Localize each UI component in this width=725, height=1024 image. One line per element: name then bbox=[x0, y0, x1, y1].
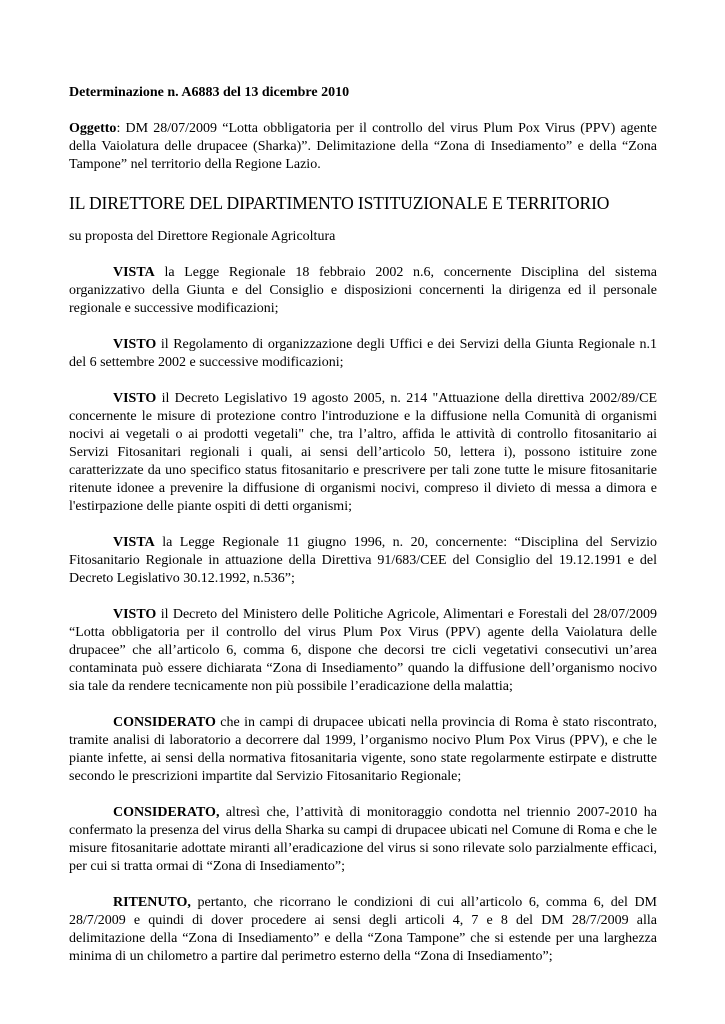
oggetto-label: Oggetto bbox=[69, 121, 117, 136]
oggetto-text: : DM 28/07/2009 “Lotta obbligatoria per il controllo del virus Plum Pox Virus (PPV) agente della Vaiolatura delle drupacee (Sharka)”. Delimitazione della “Zona di Insediamento” e della “Zona Tampone” nel territorio della Regione Lazio. bbox=[69, 121, 657, 172]
determinazione-heading: Determinazione n. A6883 del 13 dicembre 2010 bbox=[69, 85, 350, 100]
proposal-line: su proposta del Direttore Regionale Agricoltura bbox=[69, 229, 336, 244]
paragraph-visto-dlgs-214: VISTO il Decreto Legislativo 19 agosto 2005, n. 214 "Attuazione della direttiva 2002/89/CE concernente le misure di protezione contro l'introduzione e la diffusione nella Comunità di organismi nocivi ai vegetali o ai prodotti vegetali" che, tra l’altro, affida le attività di controllo fitosanitario ai Servizi Fitosanitari regionali i quali, ai sensi dell’articolo 50, lettera i), possono istituire zone caratterizzate da uno specifico status fitosanitario e prescrivere per tali zone tutte le misure fitosanitarie ritenute idonee a prevenire la diffusione di organismi nocivi, compreso il divieto di messa a dimora e l'estirpazione delle piante ospiti di detti organismi; bbox=[69, 391, 657, 514]
paragraph-visto-regolamento: VISTO il Regolamento di organizzazione degli Uffici e dei Servizi della Giunta Regionale n.1 del 6 settembre 2002 e successive modificazioni; bbox=[69, 337, 657, 370]
document-page bbox=[69, 84, 657, 984]
paragraph-considerato-roma: CONSIDERATO che in campi di drupacee ubicati nella provincia di Roma è stato riscontrato, tramite analisi di laboratorio a decorrere dal 1999, l’organismo nocivo Plum Pox Virus (PPV), e che le piante infette, ai sensi della normativa fitosanitaria vigente, sono state regolarmente estirpate e distrutte secondo le prescrizioni impartite dal Servizio Fitosanitario Regionale; bbox=[69, 715, 657, 784]
document-title: IL DIRETTORE DEL DIPARTIMENTO ISTITUZIONALE E TERRITORIO bbox=[69, 193, 610, 213]
paragraph-visto-decreto-ministero: VISTO il Decreto del Ministero delle Politiche Agricole, Alimentari e Forestali del 28/07/2009 “Lotta obbligatoria per il controllo del virus Plum Pox Virus (PPV) agente della Vaiolatura delle drupacee” che all’articolo 6, comma 6, dispone che decorsi tre cicli vegetativi consecutivi un’area contaminata può essere dichiarata “Zona di Insediamento” quando la diffusione dell’organismo nocivo sia tale da rendere tecnicamente non più possibile l’eradicazione della malattia; bbox=[69, 607, 657, 694]
paragraph-considerato-monitoraggio: CONSIDERATO, altresì che, l’attività di monitoraggio condotta nel triennio 2007-2010 ha confermato la presenza del virus della Sharka su campi di drupacee ubicati nel Comune di Roma e che le misure fitosanitarie adottate miranti all’eradicazione del virus si sono rilevate solo parzialmente efficaci, per cui si tratta ormai di “Zona di Insediamento”; bbox=[69, 805, 657, 874]
paragraph-vista-lr-1996: VISTA la Legge Regionale 11 giugno 1996, n. 20, concernente: “Disciplina del Servizio Fitosanitario Regionale in attuazione della Direttiva 91/683/CEE del Consiglio del 19.12.1991 e del Decreto Legislativo 30.12.1992, n.536”; bbox=[69, 535, 657, 586]
oggetto-paragraph bbox=[69, 120, 657, 174]
paragraph-vista-lr-2002: VISTA la Legge Regionale 18 febbraio 2002 n.6, concernente Disciplina del sistema organizzativo della Giunta e del Consiglio e disposizioni concernenti la dirigenza ed il personale regionale e successive modificazioni; bbox=[69, 265, 657, 316]
paragraph-ritenuto: RITENUTO, pertanto, che ricorrano le condizioni di cui all’articolo 6, comma 6, del DM 28/7/2009 e quindi di dover procedere ai sensi degli articoli 4, 7 e 8 del DM 28/7/2009 alla delimitazione della “Zona di Insediamento” e della “Zona Tampone” che si estende per una larghezza minima di un chilometro a partire dal perimetro esterno della “Zona di Insediamento”; bbox=[69, 895, 657, 964]
